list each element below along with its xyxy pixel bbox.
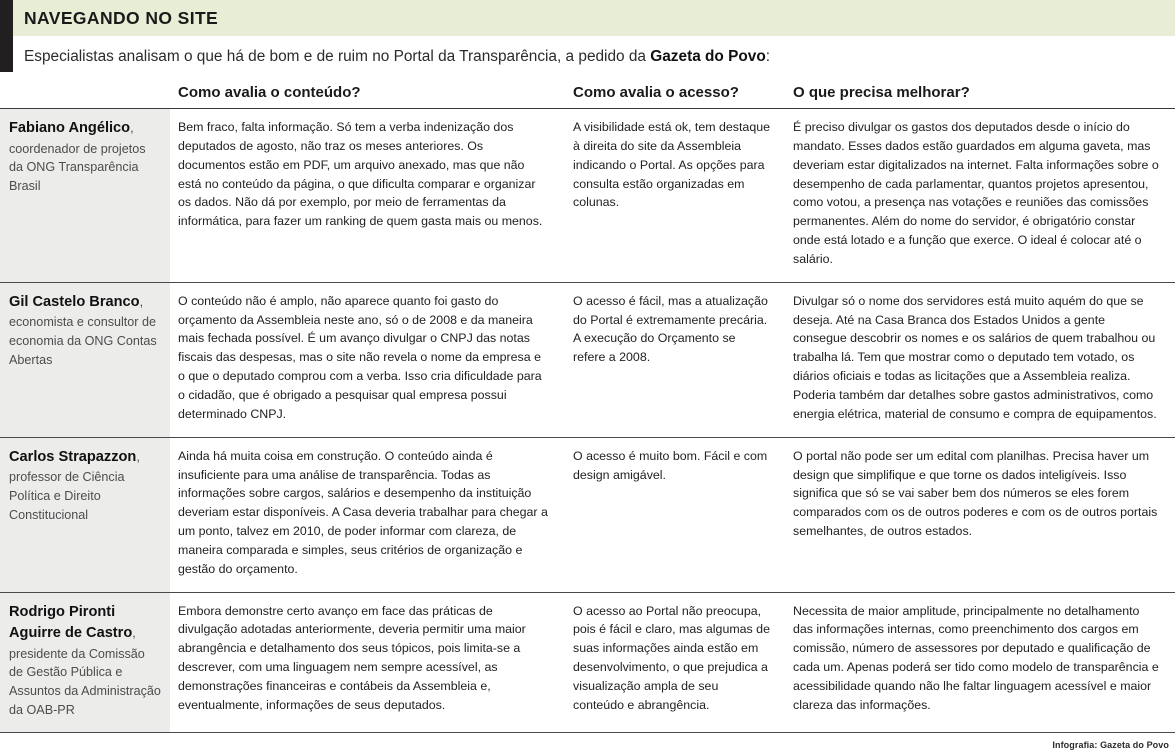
page-title: NAVEGANDO NO SITE <box>24 7 219 28</box>
subtitle-publication: Gazeta do Povo <box>650 48 766 65</box>
answer-melhorar: É preciso divulgar os gastos dos deputados desde o início do mandato. Esses dados estão guardados em alguma gaveta, mas deveriam estar digitalizados na internet. Falta informações sobre o desempenho de cada parlamentar, quantos projetos apresentou, como votou, a presença nas votações e reuniões das comissões permanentes. Além do nome do servidor, é obrigatório constar onde está lotado e a função que exerce. O ideal é colocar até o salário. <box>785 109 1175 283</box>
subtitle <box>13 48 770 66</box>
answer-acesso: O acesso é fácil, mas a atualização do Portal é extremamente precária. A execução do Orçamento se refere a 2008. <box>565 282 785 437</box>
expert-identity <box>0 282 170 437</box>
expert-identity <box>0 109 170 283</box>
answer-melhorar: O portal não pode ser um edital com planilhas. Precisa haver um design que simplifique e que torne os dados inteligíveis. Isso significa que só se vai saber bem dos números se eles forem comparados com os de outros poderes e com os de outros portais semelhantes, de outros estados. <box>785 437 1175 592</box>
expert-role: , economista e consultor de economia da ONG Contas Abertas <box>9 294 157 367</box>
answer-conteudo: Embora demonstre certo avanço em face das práticas de divulgação adotadas anteriormente, deveria permitir uma maior abrangência e detalhamento dos seus tópicos, pois limita-se a descrever, com uma linguagem nem sempre acessível, as demonstrações financeiras e contábeis da Assembleia e, eventualmente, informações de seus deputados. <box>170 592 565 733</box>
expert-name: Fabiano Angélico <box>9 120 131 136</box>
subtitle-suffix: : <box>765 48 771 65</box>
answer-conteudo: Bem fraco, falta informação. Só tem a verba indenização dos deputados de agosto, não traz os meses anteriores. Os documentos estão em PDF, um arquivo anexado, mas que não está no conteúdo da página, o que dificulta comparar e organizar os dados. Não dá por exemplo, por meio de ferramentas da informática, para fazer um ranking de quem gasta mais ou menos. <box>170 109 565 283</box>
title-bar <box>13 0 1175 36</box>
header <box>0 0 1175 78</box>
column-header-melhorar: O que precisa melhorar? <box>785 78 1175 109</box>
answer-melhorar: Necessita de maior amplitude, principalmente no detalhamento das informações internas, como preenchimento dos cargos em comissão, número de assessores por deputado e qualificação de cada um. Apenas poderá ser tido como modelo de transparência e acessibilidade quando não lhe faltar linguagem acessível e maior clareza das informações. <box>785 592 1175 733</box>
accent-bar <box>0 0 13 72</box>
subtitle-bar <box>13 36 1175 78</box>
answer-acesso: O acesso ao Portal não preocupa, pois é fácil e claro, mas algumas de suas informações ainda estão em desenvolvimento, o que prejudica a visualização ampla de seu conteúdo e abrangência. <box>565 592 785 733</box>
column-header-acesso: Como avalia o acesso? <box>565 78 785 109</box>
expert-identity <box>0 592 170 733</box>
expert-role: , professor de Ciência Política e Direito Constitucional <box>9 449 140 522</box>
column-header-conteudo: Como avalia o conteúdo? <box>170 78 565 109</box>
table-header-row <box>0 78 1175 109</box>
expert-identity <box>0 437 170 592</box>
table-row <box>0 109 1175 283</box>
column-header-expert <box>0 78 170 109</box>
answer-conteudo: O conteúdo não é amplo, não aparece quanto foi gasto do orçamento da Assembleia neste ano, só o de 2008 e da maneira mais fechada possível. É um avanço divulgar o CNPJ das notas fiscais das despesas, mas o site não revela o nome da empresa e o que o deputado comprou com a verba. Isso cria dificuldade para o cidadão, que é obrigado a pesquisar qual empresa possui determinado CNPJ. <box>170 282 565 437</box>
table-header <box>0 78 1175 109</box>
expert-role: , presidente da Comissão de Gestão Pública e Assuntos da Administração da OAB-PR <box>9 626 161 717</box>
answer-acesso: A visibilidade está ok, tem destaque à direita do site da Assembleia indicando o Portal. As opções para consulta estão organizadas em colunas. <box>565 109 785 283</box>
table-body <box>0 109 1175 733</box>
expert-role: , coordenador de projetos da ONG Transparência Brasil <box>9 121 146 193</box>
table-row <box>0 282 1175 437</box>
table-row <box>0 592 1175 733</box>
subtitle-prefix: Especialistas analisam o que há de bom e de ruim no Portal da Transparência, a pedido da <box>24 48 651 65</box>
expert-name: Gil Castelo Branco <box>9 293 140 310</box>
answer-melhorar: Divulgar só o nome dos servidores está muito aquém do que se deseja. Até na Casa Branca dos Estados Unidos a gente consegue descobrir os nomes e os salários de quem trabalhou ou trabalha lá. Tem que mostrar como o deputado tem votado, os diários oficiais e todas as licitações que a Assembleia realiza. Poderia também dar detalhes sobre gastos administrativos, como energia elétrica, material de consumo e compra de equipamentos. <box>785 282 1175 437</box>
expert-name: Rodrigo Pironti Aguirre de Castro <box>9 603 133 642</box>
answer-acesso: O acesso é muito bom. Fácil e com design amigável. <box>565 437 785 592</box>
expert-name: Carlos Strapazzon <box>9 448 137 465</box>
credit-row <box>0 733 1175 753</box>
table-row <box>0 437 1175 592</box>
answer-conteudo: Ainda há muita coisa em construção. O conteúdo ainda é insuficiente para uma análise de transparência. Todas as informações sobre cargos, salários e desempenho da instituição deveriam estar disponíveis. A Casa deveria trabalhar para chegar a um ponto, talvez em 2010, de poder informar com clareza, de maneira comparada e simples, seus critérios de organização e gestão do orçamento. <box>170 437 565 592</box>
credit-text: Infografia: Gazeta do Povo <box>1052 740 1169 751</box>
experts-table <box>0 78 1175 733</box>
